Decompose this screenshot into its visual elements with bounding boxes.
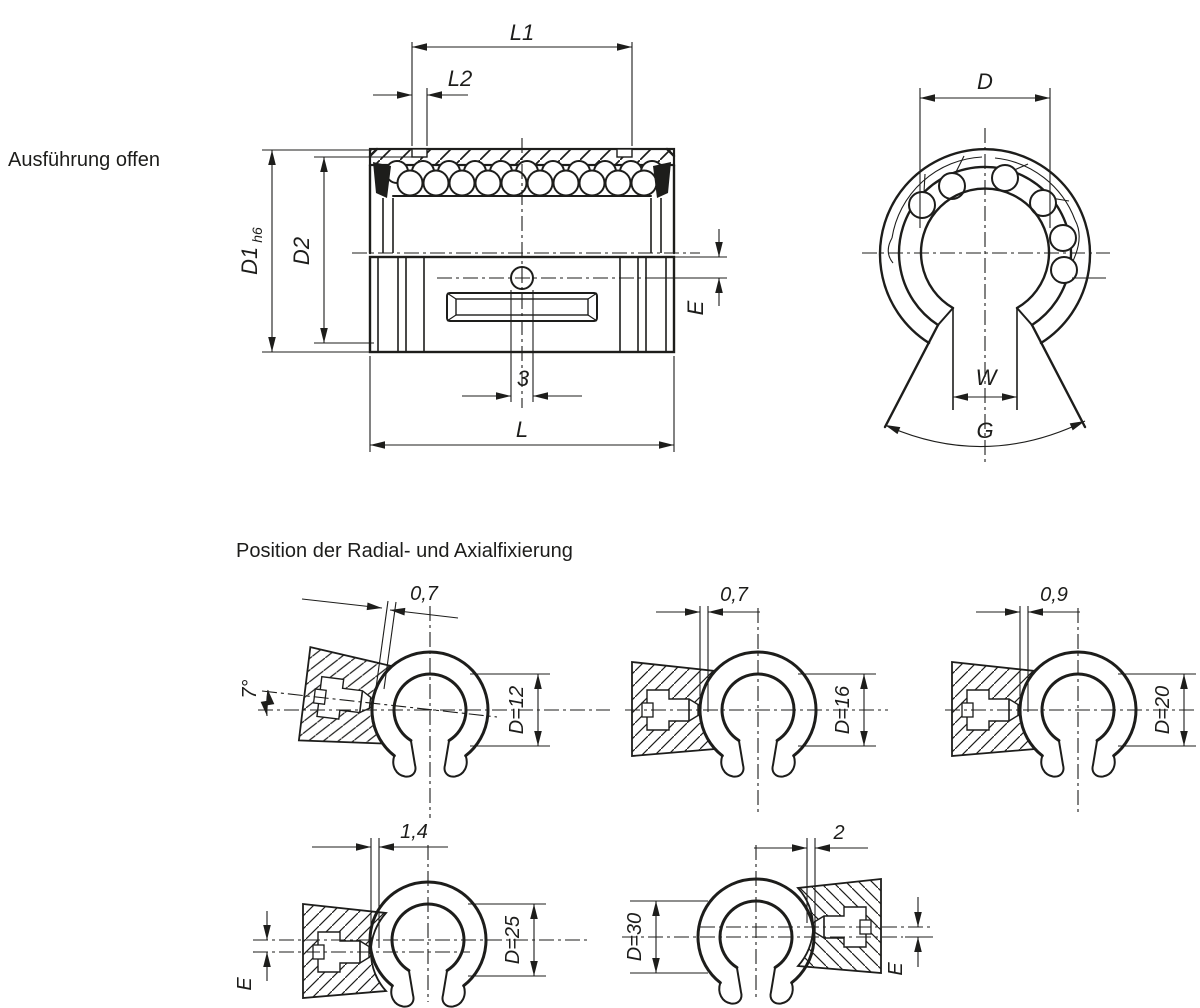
dim-label-3: 3 [516,366,530,391]
dim-label-w: W [975,365,997,390]
e-label-d25: E [234,977,256,991]
offset-label-d12: 0,7 [410,583,438,605]
dim-label-e: E [683,300,708,316]
diameter-label-d25: D=25 [502,915,524,965]
angle-label-7deg: 7° [239,679,261,699]
circlip-notch-right [617,149,632,157]
section-title-open-version: Ausführung offen [8,149,160,171]
dim-label-d2: D2 [289,236,314,266]
e-label-d30: E [885,962,907,976]
section-title-fixing-positions: Position der Radial- und Axialfixierung [236,540,573,562]
dim-label-l2: L2 [447,66,473,91]
dim-label-l1: L1 [509,20,535,45]
offset-label-d25: 1,4 [400,821,428,843]
dim-label-d1: $D1_{h6}$ [237,227,265,275]
dim-label-d: D [977,69,993,94]
circlip-notch-left [412,149,427,157]
diameter-label-d20: D=20 [1152,685,1174,735]
offset-label-d16: 0,7 [720,584,748,606]
ball-rows [386,161,663,196]
offset-label-d20: 0,9 [1040,584,1068,606]
offset-label-d30: 2 [833,822,845,844]
diameter-label-d30: D=30 [624,912,646,962]
diameter-label-d16: D=16 [832,685,854,735]
dim-label-g: G [976,418,994,443]
diameter-label-d12: D=12 [506,685,528,735]
dim-label-l: L [515,417,529,442]
